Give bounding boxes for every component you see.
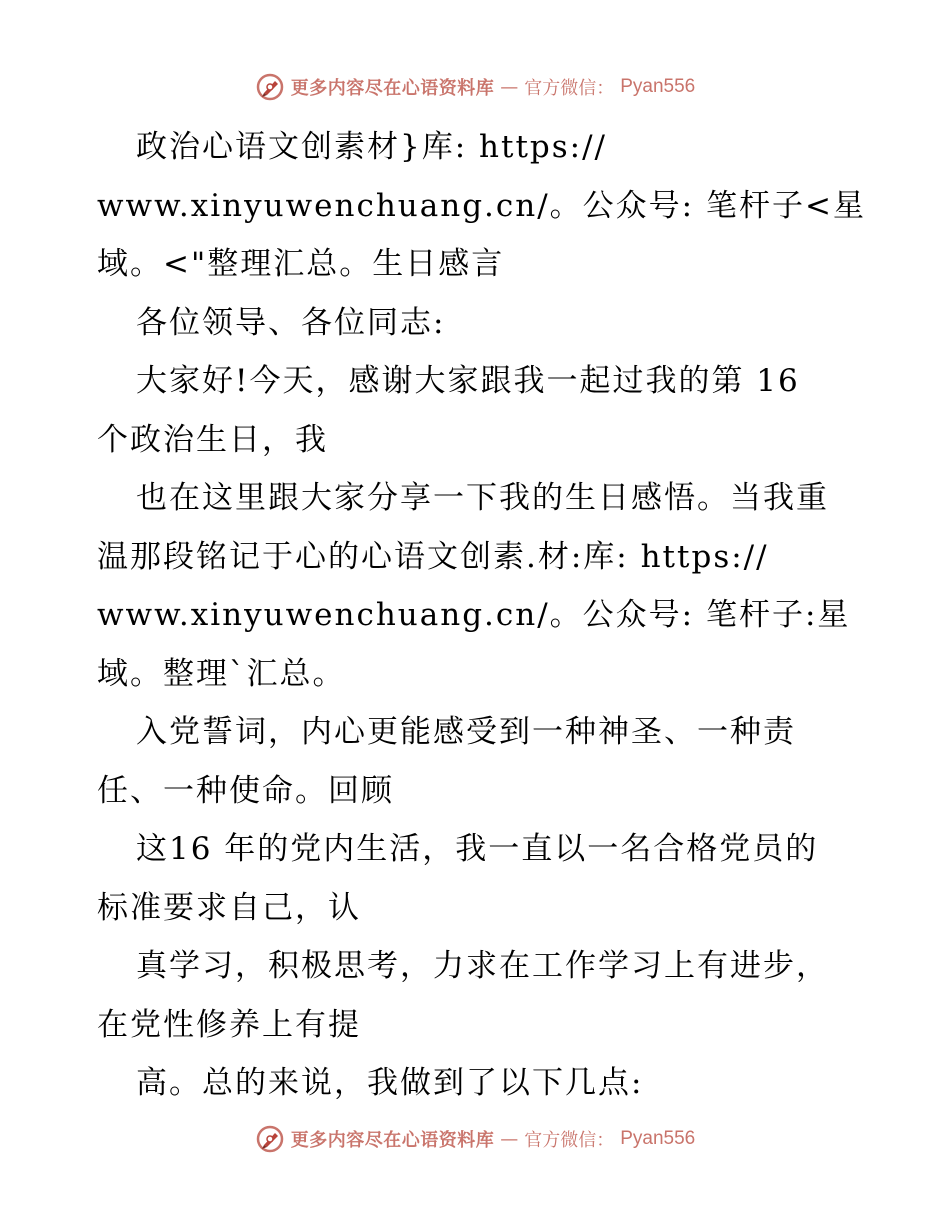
body-line: 温那段铭记于心的心语文创素.材:库: https:// <box>97 538 769 575</box>
body-line: 标准要求自己，认 <box>97 889 361 926</box>
header-separator: — <box>500 76 519 98</box>
header-banner <box>0 72 950 102</box>
body-line: 大家好!今天，感谢大家跟我一起过我的第 16 <box>136 363 800 399</box>
footer-wechat-label: 官方微信： <box>524 1130 615 1151</box>
body-text <box>97 118 877 1113</box>
pen-circle-logo-icon <box>255 1124 285 1154</box>
body-line: 政治心语文创素材}库: https:// <box>136 129 607 165</box>
body-line: 这16 年的党内生活，我一直以一名合格党员的 <box>136 831 819 867</box>
body-line: 也在这里跟大家分享一下我的生日感悟。当我重 <box>136 480 829 516</box>
body-line: 域。<"整理汇总。生日感言 <box>97 246 505 282</box>
pen-circle-logo-icon <box>255 72 285 102</box>
footer-banner <box>0 1124 950 1154</box>
header-wechat-id: Pyan556 <box>620 76 696 97</box>
body-line: 任、一种使命。回顾 <box>97 772 394 809</box>
body-line: www.xinyuwenchuang.cn/。公众号: 笔杆子:星 <box>97 597 851 633</box>
header-wechat-label: 官方微信： <box>524 78 615 99</box>
body-line: 高。总的来说，我做到了以下几点: <box>136 1065 644 1101</box>
body-line: 个政治生日，我 <box>97 421 328 458</box>
body-line: 入党誓词，内心更能感受到一种神圣、一种责 <box>136 714 796 750</box>
footer-wechat-id: Pyan556 <box>620 1128 696 1149</box>
body-line: 域。整理`汇总。 <box>97 655 346 692</box>
footer-separator: — <box>500 1128 519 1150</box>
body-line: 各位领导、各位同志: <box>136 304 446 341</box>
body-line: 在党性修养上有提 <box>97 1006 361 1043</box>
header-slogan: 更多内容尽在心语资料库 <box>290 78 495 99</box>
footer-slogan: 更多内容尽在心语资料库 <box>290 1130 495 1151</box>
body-line: 真学习，积极思考，力求在工作学习上有进步， <box>136 948 829 984</box>
body-line: www.xinyuwenchuang.cn/。公众号: 笔杆子<星 <box>97 187 866 224</box>
